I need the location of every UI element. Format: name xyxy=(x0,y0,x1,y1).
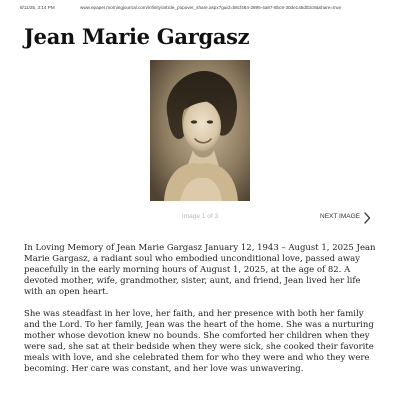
next-image-label: NEXT IMAGE xyxy=(320,213,360,220)
portrait-image xyxy=(150,60,250,201)
print-header xyxy=(0,5,400,15)
obituary-paragraph: She was steadfast in her love, her faith, and her presence with both her family and the Lord. To her family, Jean was the heart of the home. She was a nurturing mother whose devotion knew no bounds. She comforted her children when they were sad, she sat at their bedside when they were sick, she cooked their favorite meals with love, and she celebrated them for who they were and who they were becoming. Her care was constant, and her love was unwavering. xyxy=(24,309,374,374)
image-counter: Image 1 of 3 xyxy=(181,213,219,220)
obituary-text xyxy=(24,243,380,386)
obituary-photo xyxy=(150,60,250,201)
chevron-right-icon xyxy=(363,212,371,226)
print-url: www.epaper.morningjournal.com/infinity/article_popover_share.aspx?guid=b8cf464-2895-4a97-8bc8-30de145d03c8&share=true xyxy=(80,5,341,10)
print-date: 8/11/25, 3:14 PM xyxy=(20,5,55,10)
obituary-paragraph: In Loving Memory of Jean Marie Gargasz January 12, 1943 – August 1, 2025 Jean Marie Gargasz, a radiant soul who embodied unconditional love, passed away peacefully in the early morning hours of August 1, 2025, at the age of 82. A devoted mother, wife, grandmother, sister, aunt, and friend, Jean lived her life with an open heart. xyxy=(24,243,376,297)
page-title: Jean Marie Gargasz xyxy=(24,24,250,49)
next-image-button[interactable] xyxy=(319,211,379,225)
